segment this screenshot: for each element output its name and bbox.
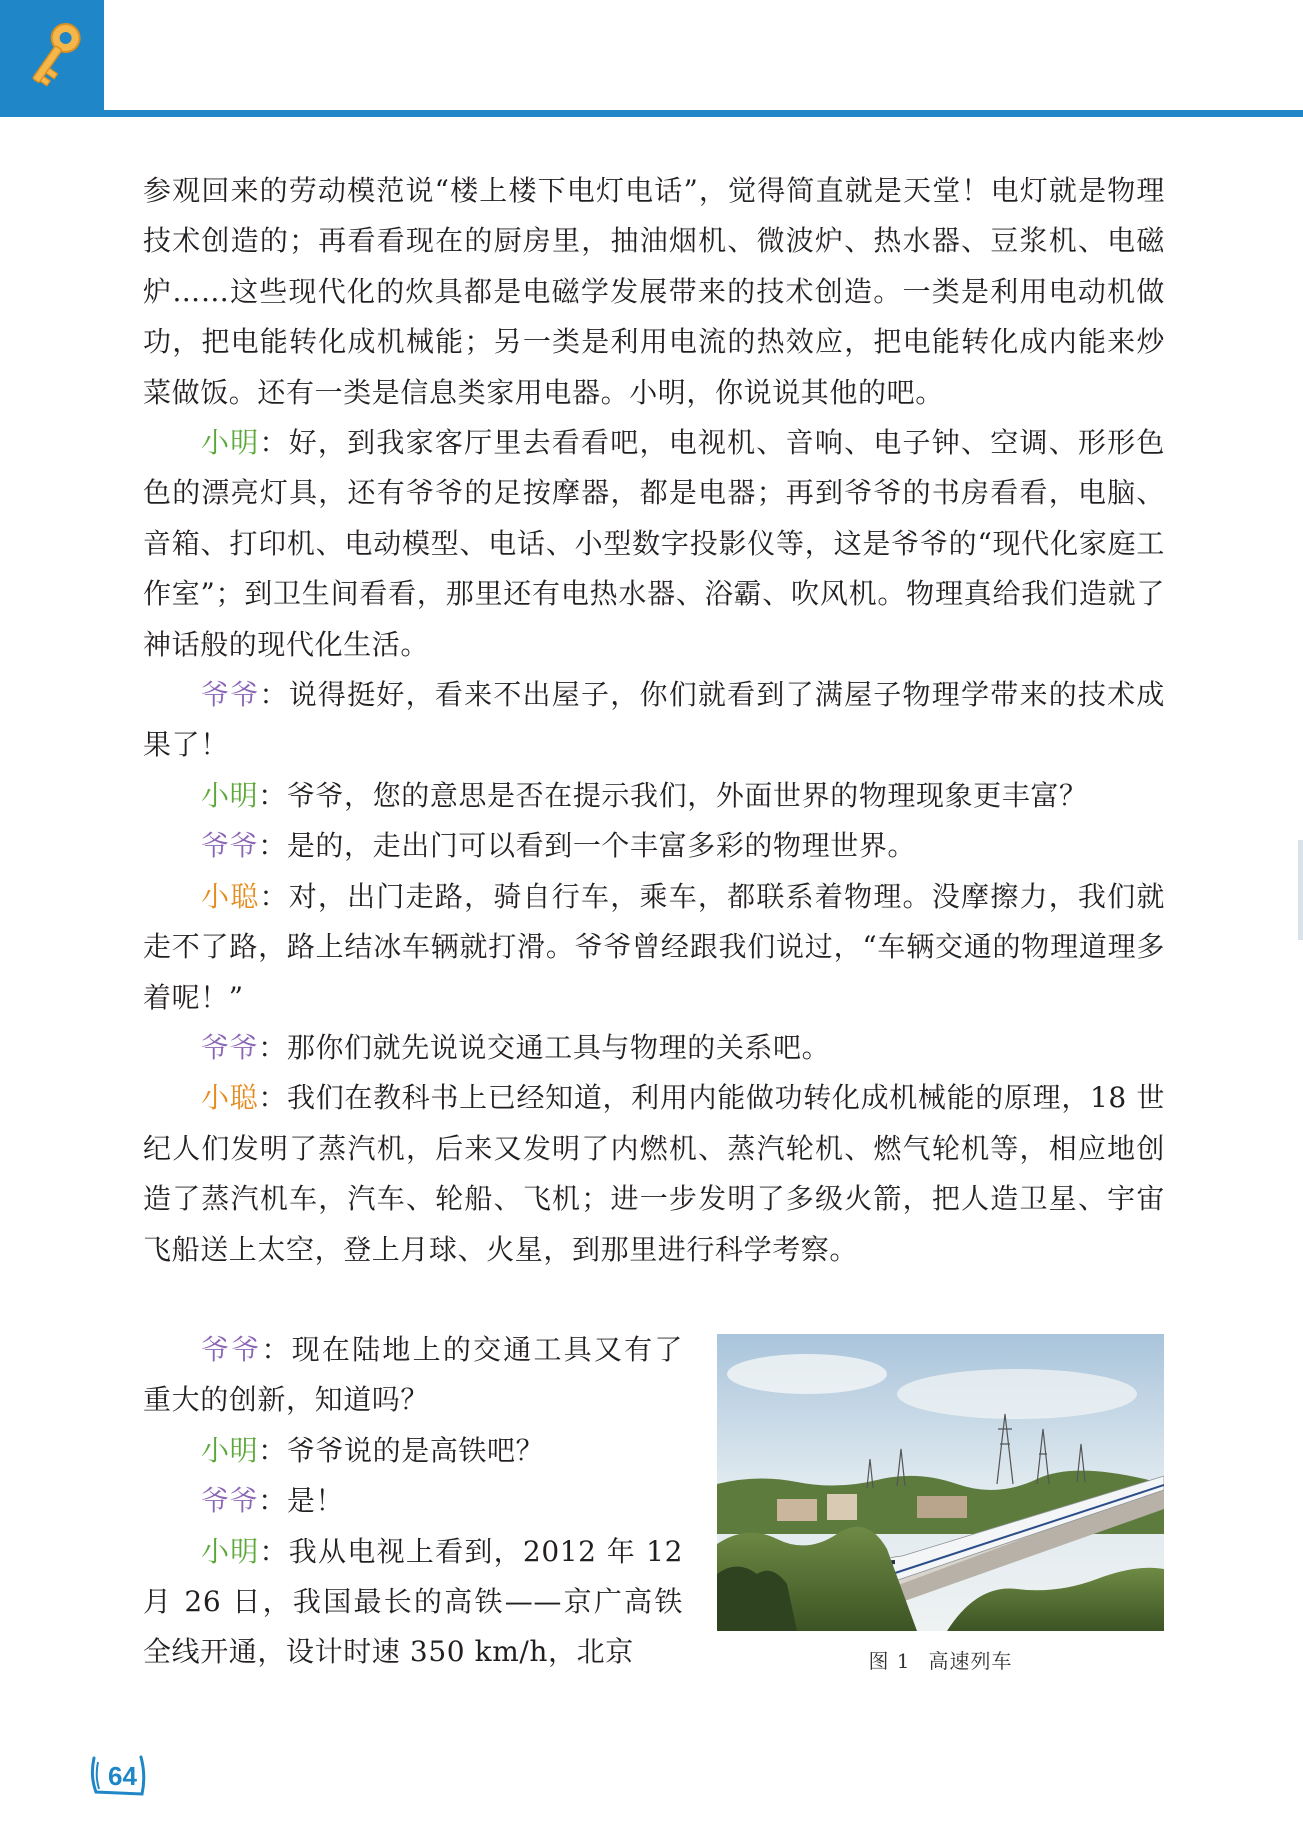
figure-label: 图 1 (868, 1649, 911, 1673)
speaker-name: 小明 (201, 1534, 260, 1568)
paragraph (143, 1325, 683, 1426)
paragraph-text: 好，到我家客厅里去看看吧，电视机、音响、电子钟、空调、形形色色的漂亮灯具，还有爷爷的足按摩器，都是电器；再到爷爷的书房看看，电脑、音箱、打印机、电动模型、电话、小型数字投影仪等，这是爷爷的“现代化家庭工作室”；到卫生间看看，那里还有电热水器、浴霸、吹风机。物理真给我们造就了神话般的现代化生活。 (143, 426, 1165, 661)
speaker-colon: ： (258, 829, 287, 863)
paragraph (143, 1476, 683, 1526)
speaker-colon: ： (258, 1484, 287, 1518)
paragraph (143, 670, 1165, 771)
page-number: 64 (108, 1761, 137, 1791)
paragraph-text: 爷爷说的是高铁吧？ (286, 1433, 545, 1467)
speaker-name: 小明 (201, 1433, 259, 1467)
paragraph (143, 872, 1165, 1023)
paragraph (143, 1073, 1165, 1275)
paragraph-text: 是的，走出门可以看到一个丰富多彩的物理世界。 (286, 829, 917, 863)
body-text-wrapped (143, 1325, 683, 1678)
body-text (143, 166, 1165, 1275)
header-rule (0, 110, 1303, 117)
paragraph-text: 我从电视上看到，2012 年 12 月 26 日，我国最长的高铁——京广高铁全线开通，设计时速 350 km/h，北京 (143, 1534, 683, 1669)
speaker-name: 爷爷 (201, 678, 260, 712)
paragraph-text: 现在陆地上的交通工具又有了重大的创新，知道吗？ (143, 1333, 683, 1417)
key-icon (18, 16, 88, 96)
paragraph (143, 418, 1165, 670)
figure-title: 高速列车 (928, 1649, 1013, 1673)
page-number-badge (86, 1752, 150, 1798)
speaker-colon: ： (259, 678, 289, 712)
speaker-name: 小聪 (201, 879, 260, 913)
speaker-name: 爷爷 (201, 1333, 262, 1366)
paragraph (143, 1426, 683, 1476)
paragraph-text: 说得挺好，看来不出屋子，你们就看到了满屋子物理学带来的技术成果了！ (143, 678, 1165, 762)
chapter-badge (0, 0, 104, 117)
paragraph (143, 821, 1165, 871)
side-edge-tab (1298, 840, 1303, 940)
speaker-colon: ： (258, 1081, 288, 1115)
paragraph-text: 参观回来的劳动模范说“楼上楼下电灯电话”，觉得简直就是天堂！电灯就是物理技术创造的；再看看现在的厨房里，抽油烟机、微波炉、热水器、豆浆机、电磁炉……这些现代化的炊具都是电磁学发展带来的技术创造。一类是利用电动机做功，把电能转化成机械能；另一类是利用电流的热效应，把电能转化成内能来炒菜做饭。还有一类是信息类家用电器。小明，你说说其他的吧。 (143, 174, 1165, 409)
paragraph (143, 166, 1165, 418)
speaker-name: 小聪 (201, 1081, 259, 1115)
paragraph-text: 对，出门走路，骑自行车，乘车，都联系着物理。没摩擦力，我们就走不了路，路上结冰车辆就打滑。爷爷曾经跟我们说过，“车辆交通的物理道理多着呢！” (143, 879, 1165, 1014)
paragraph-text: 爷爷，您的意思是否在提示我们，外面世界的物理现象更丰富？ (286, 778, 1088, 812)
speaker-colon: ： (259, 426, 289, 460)
figure-1 (717, 1334, 1164, 1674)
speaker-colon: ： (259, 879, 289, 913)
paragraph (143, 771, 1165, 821)
speaker-name: 爷爷 (201, 1030, 259, 1064)
figure-caption (717, 1645, 1164, 1674)
paragraph-text: 那你们就先说说交通工具与物理的关系吧。 (286, 1030, 831, 1064)
paragraph-text: 是！ (286, 1484, 345, 1518)
paragraph-text: 我们在教科书上已经知道，利用内能做功转化成机械能的原理，18 世纪人们发明了蒸汽机，后来又发明了内燃机、蒸汽轮机、燃气轮机等，相应地创造了蒸汽机车，汽车、轮船、飞机；进一步发明了多级火箭，把人造卫星、宇宙飞船送上太空，登上月球、火星，到那里进行科学考察。 (143, 1081, 1166, 1266)
speaker-colon: ： (258, 778, 287, 812)
speaker-colon: ： (261, 1333, 292, 1366)
paragraph (143, 1527, 683, 1678)
high-speed-train-photo (717, 1334, 1164, 1631)
speaker-name: 小明 (201, 778, 259, 812)
speaker-name: 爷爷 (201, 829, 259, 863)
speaker-colon: ： (259, 1534, 289, 1568)
speaker-name: 小明 (201, 426, 260, 460)
speaker-colon: ： (258, 1433, 287, 1467)
paragraph (143, 1023, 1165, 1073)
speaker-name: 爷爷 (201, 1484, 259, 1518)
speaker-colon: ： (258, 1030, 287, 1064)
